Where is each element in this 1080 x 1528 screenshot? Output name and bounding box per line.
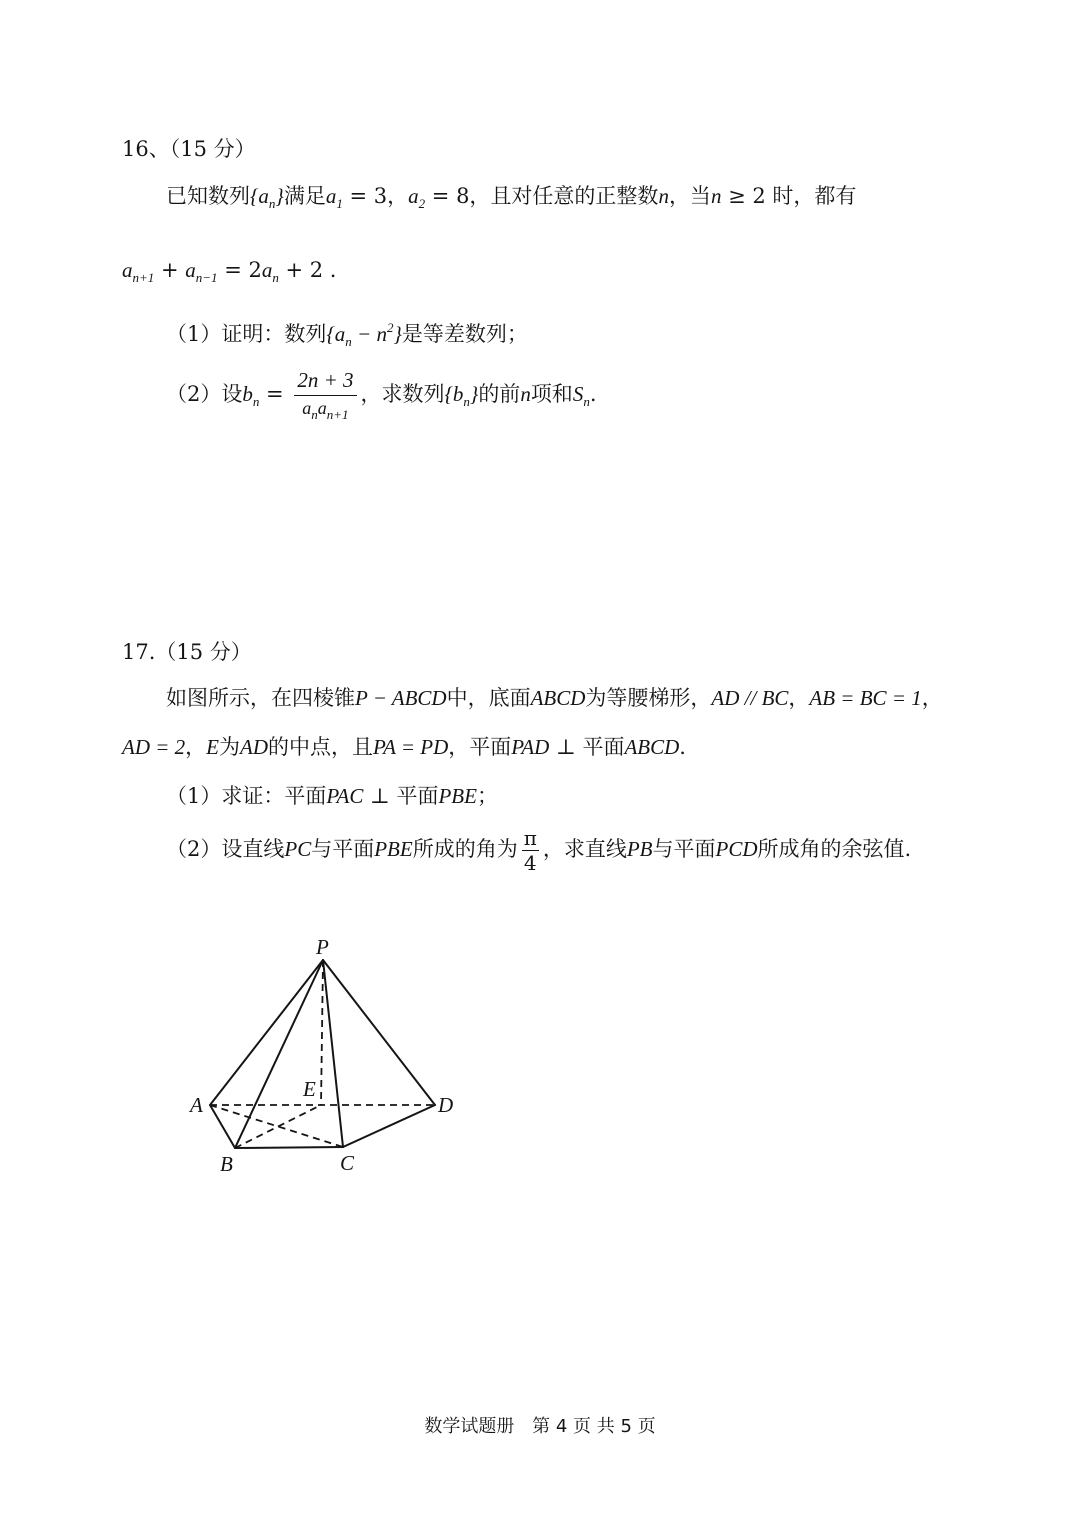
math: a bbox=[325, 184, 337, 208]
math: a bbox=[302, 398, 312, 419]
vertex-label-C: C bbox=[340, 1151, 355, 1175]
edge-PD bbox=[323, 960, 435, 1105]
edge-CD bbox=[343, 1105, 435, 1147]
math-sub: n bbox=[272, 270, 279, 285]
math-sub: n bbox=[252, 393, 260, 409]
math: } bbox=[469, 381, 479, 406]
vertex-label-E: E bbox=[303, 1077, 316, 1101]
edge-BE-hidden bbox=[235, 1105, 321, 1148]
math: PAC bbox=[326, 784, 364, 808]
problem-16-part-1 bbox=[166, 320, 528, 350]
math: E bbox=[206, 735, 219, 759]
math: a bbox=[185, 258, 196, 282]
math-sub: n bbox=[311, 407, 318, 423]
vertex-label-P: P bbox=[316, 935, 329, 959]
pyramid-figure bbox=[180, 930, 480, 1180]
math-sub: n bbox=[463, 393, 470, 409]
math-sub: n bbox=[583, 393, 590, 409]
math: PA = PD bbox=[373, 735, 449, 759]
math: AB = BC = 1 bbox=[809, 686, 922, 710]
text: 所成角的余弦值. bbox=[757, 837, 912, 861]
text: ⊥ 平面 bbox=[549, 735, 625, 759]
math: ABCD bbox=[624, 735, 680, 759]
text: . bbox=[589, 381, 597, 406]
math: PCD bbox=[715, 837, 758, 861]
text: 且对任意的正整数 bbox=[490, 184, 659, 208]
math-sub: n+1 bbox=[132, 270, 155, 285]
text: 满足 bbox=[283, 184, 326, 208]
math: a bbox=[122, 258, 133, 282]
text: 为等腰梯形， bbox=[585, 686, 712, 710]
text: ，当 bbox=[668, 184, 711, 208]
problem-16-part-2 bbox=[166, 368, 597, 423]
problem-16-stem-line-2 bbox=[122, 258, 337, 286]
vertex-label-B: B bbox=[220, 1152, 233, 1176]
math: PBE bbox=[438, 784, 477, 808]
math: S bbox=[572, 381, 584, 406]
footer-book-title: 数学试题册 bbox=[424, 1416, 515, 1437]
text: ， bbox=[185, 735, 207, 759]
fraction-denominator bbox=[294, 396, 356, 423]
text: 是等差数列； bbox=[401, 322, 528, 346]
math: PC bbox=[284, 837, 312, 861]
text: = bbox=[259, 381, 291, 406]
math-sup: 2 bbox=[386, 320, 394, 335]
edge-PE-hidden bbox=[321, 960, 323, 1105]
fraction-numerator: π bbox=[523, 826, 537, 850]
math: } bbox=[393, 322, 402, 346]
problem-17-line-1 bbox=[166, 686, 943, 711]
vertex-label-A: A bbox=[190, 1093, 203, 1117]
math-sub: n bbox=[268, 196, 276, 211]
text: = 8， bbox=[425, 184, 491, 208]
math: PBE bbox=[374, 837, 413, 861]
fraction-denominator: 4 bbox=[523, 851, 537, 875]
text: 与平面 bbox=[311, 837, 375, 861]
math: AD bbox=[240, 735, 268, 759]
math: ABCD bbox=[530, 686, 586, 710]
text: 已知数列 bbox=[166, 184, 250, 208]
text: ，平面 bbox=[448, 735, 512, 759]
pi-fraction bbox=[522, 826, 539, 875]
page-footer bbox=[0, 1412, 1080, 1438]
text: （1）证明：数列 bbox=[166, 322, 327, 346]
vertex-label-D: D bbox=[438, 1093, 454, 1117]
problem-17-line-2 bbox=[122, 735, 686, 760]
problem-17-part-1 bbox=[166, 784, 498, 809]
text: ， bbox=[921, 686, 943, 710]
text: （1）求证：平面 bbox=[166, 784, 327, 808]
math-sub: n bbox=[345, 334, 352, 349]
text: = 3， bbox=[342, 184, 409, 208]
math: AD // BC bbox=[711, 686, 789, 710]
text: 为 bbox=[219, 735, 240, 759]
text: 如图所示，在四棱锥 bbox=[166, 686, 355, 710]
fraction-numerator: 2n + 3 bbox=[294, 368, 356, 396]
problem-17-heading: 17.（15 分） bbox=[122, 640, 252, 664]
text: 项和 bbox=[530, 381, 573, 406]
math: {a bbox=[326, 322, 346, 346]
math: a bbox=[317, 398, 327, 419]
math: AD = 2 bbox=[122, 735, 186, 759]
text: 所成的角为 bbox=[412, 837, 518, 861]
edge-PB bbox=[235, 960, 323, 1148]
text: ≥ 2 时，都有 bbox=[721, 184, 857, 208]
edge-AB bbox=[210, 1105, 235, 1148]
text: 与平面 bbox=[652, 837, 716, 861]
edge-BC bbox=[235, 1147, 343, 1148]
math: n bbox=[520, 381, 531, 406]
problem-16-stem-line-1 bbox=[166, 184, 856, 212]
math: n bbox=[658, 184, 669, 208]
math: PAD bbox=[511, 735, 550, 759]
math: {a bbox=[250, 184, 269, 208]
text: ，求数列 bbox=[360, 381, 445, 406]
math: P − ABCD bbox=[355, 686, 447, 710]
math: − n bbox=[351, 322, 387, 346]
math-sub: 1 bbox=[336, 196, 343, 211]
problem-17-part-2 bbox=[166, 826, 911, 875]
text: . bbox=[679, 735, 686, 759]
text: + bbox=[154, 258, 186, 282]
text: + 2 . bbox=[278, 258, 337, 282]
math: b bbox=[242, 381, 253, 406]
math: {b bbox=[444, 381, 464, 406]
math: a bbox=[261, 258, 273, 282]
math-sub: n−1 bbox=[195, 270, 218, 285]
text: ⊥ 平面 bbox=[363, 784, 439, 808]
text: ； bbox=[476, 784, 498, 808]
text: （2）设 bbox=[166, 381, 243, 406]
text: 的前 bbox=[478, 381, 521, 406]
text: = 2 bbox=[217, 258, 262, 282]
footer-page-number: 第 4 页 共 5 页 bbox=[532, 1416, 656, 1437]
edge-PC bbox=[323, 960, 343, 1147]
problem-16-heading: 16、（15 分） bbox=[122, 137, 256, 161]
text: 的中点，且 bbox=[268, 735, 373, 759]
text: ， bbox=[788, 686, 810, 710]
math: n bbox=[710, 184, 722, 208]
text: （2）设直线 bbox=[166, 837, 285, 861]
math: a bbox=[408, 184, 419, 208]
math-sub: n+1 bbox=[326, 407, 349, 423]
text: 中，底面 bbox=[446, 686, 531, 710]
math-sub: 2 bbox=[418, 196, 426, 211]
math: } bbox=[275, 184, 284, 208]
fraction bbox=[294, 368, 356, 423]
math: PB bbox=[626, 837, 653, 861]
text: ，求直线 bbox=[542, 837, 627, 861]
